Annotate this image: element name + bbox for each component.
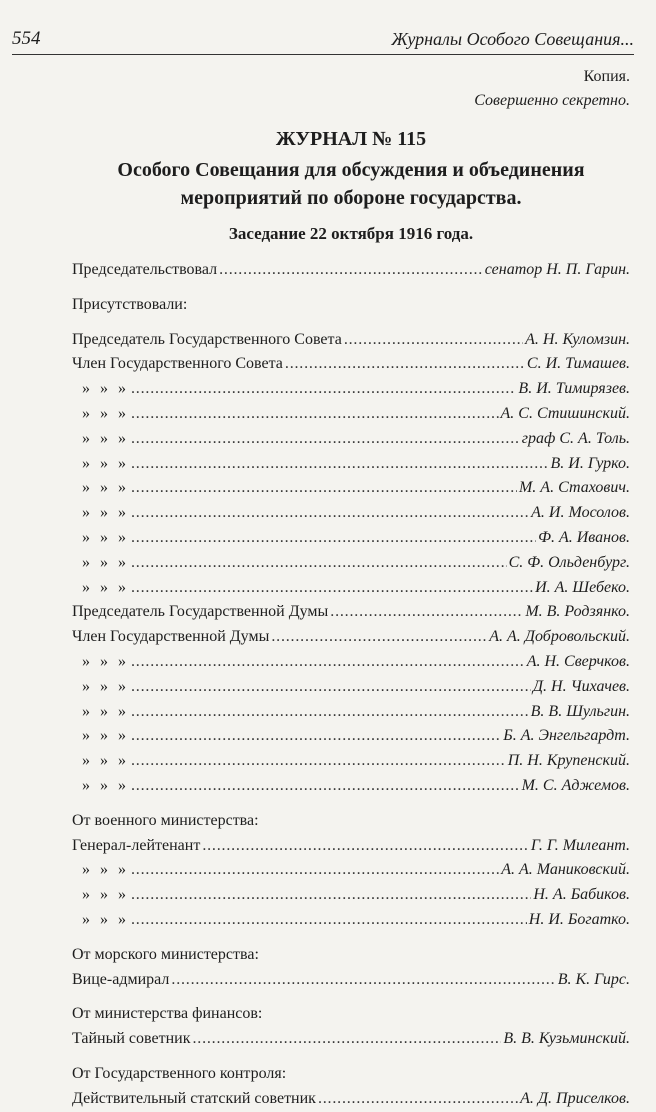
attendee-title: Тайный советник: [72, 1030, 191, 1048]
attendee-title: » » »: [82, 429, 129, 447]
page-header: [12, 22, 634, 55]
attendee-title: » » »: [82, 677, 129, 695]
attendee-name: В. В. Шульгин.: [530, 702, 630, 720]
attendee-name: М. С. Аджемов.: [521, 776, 630, 794]
journal-subtitle-line-2: мероприятий по обороне государства.: [180, 187, 522, 209]
leader-dots: [131, 700, 529, 725]
attendee-title: » » »: [82, 454, 129, 472]
attendee-row: [72, 858, 630, 883]
attendee-title: Председатель Государственного Совета: [72, 330, 342, 348]
attendee-row: [72, 501, 630, 526]
leader-dots: [330, 600, 523, 625]
leader-dots: [131, 774, 520, 799]
naval-list: [72, 968, 630, 993]
attendee-name: А. С. Стишинский.: [500, 404, 630, 422]
leader-dots: [318, 1087, 518, 1112]
attendee-row: [72, 1027, 630, 1052]
attendee-title: » » »: [82, 652, 129, 670]
chair-name: сенатор Н. П. Гарин.: [484, 261, 630, 278]
attendee-title: » » »: [82, 404, 129, 422]
attendee-title: » » »: [82, 776, 129, 794]
leader-dots: [131, 908, 527, 933]
attendee-row: [72, 600, 630, 625]
attendee-name: М. А. Стахович.: [518, 479, 630, 497]
attendee-name: А. И. Мосолов.: [531, 504, 630, 522]
attendee-title: » » »: [82, 752, 129, 770]
copy-mark: Копия.: [583, 68, 630, 85]
leader-dots: [131, 675, 531, 700]
document-body: [72, 66, 630, 1112]
attendee-row: [72, 834, 630, 859]
leader-dots: [131, 427, 520, 452]
attendee-row: [72, 1087, 630, 1112]
attendee-row: [72, 551, 630, 576]
attendee-name: В. К. Гирс.: [557, 970, 630, 988]
attendee-row: [72, 675, 630, 700]
attendee-name: П. Н. Крупенский.: [507, 752, 630, 770]
leader-dots: [285, 352, 525, 377]
attendee-title: Член Государственной Думы: [72, 628, 270, 646]
leader-dots: [131, 476, 517, 501]
attendee-name: С. И. Тимашев.: [526, 355, 630, 373]
leader-dots: [131, 402, 499, 427]
attendee-row: [72, 427, 630, 452]
attendee-title: » » »: [82, 702, 129, 720]
present-heading: Присутствовали:: [72, 295, 188, 313]
attendee-title: » » »: [82, 886, 129, 904]
leader-dots: [131, 858, 499, 883]
attendee-name: С. Ф. Ольденбург.: [508, 553, 630, 571]
attendee-name: М. В. Родзянко.: [525, 603, 630, 621]
leader-dots: [131, 526, 536, 551]
leader-dots: [131, 452, 548, 477]
attendee-row: [72, 452, 630, 477]
attendee-name: А. Н. Сверчков.: [526, 652, 630, 670]
chair-row: [72, 258, 630, 283]
attendee-name: В. В. Кузьминский.: [503, 1030, 630, 1048]
leader-dots: [219, 258, 483, 283]
journal-subtitle-line-1: Особого Совещания для обсуждения и объединения: [117, 159, 585, 181]
attendee-title: » » »: [82, 910, 129, 928]
leader-dots: [131, 551, 507, 576]
leader-dots: [271, 625, 487, 650]
attendee-row: [72, 476, 630, 501]
attendee-name: И. А. Шебеко.: [535, 578, 630, 596]
naval-heading: От морского министерства:: [72, 945, 259, 963]
attendee-row: [72, 883, 630, 908]
attendee-title: Действительный статский советник: [72, 1089, 316, 1107]
meeting-date: Заседание 22 октября 1916 года.: [228, 224, 474, 243]
control-list: [72, 1087, 630, 1112]
leader-dots: [131, 501, 529, 526]
attendee-row: [72, 402, 630, 427]
leader-dots: [171, 968, 555, 993]
leader-dots: [202, 834, 529, 859]
attendee-name: Г. Г. Милеант.: [530, 836, 630, 854]
attendee-row: [72, 625, 630, 650]
attendee-row: [72, 700, 630, 725]
members-list: [72, 328, 630, 799]
attendee-title: » » »: [82, 553, 129, 571]
leader-dots: [131, 650, 525, 675]
attendee-row: [72, 377, 630, 402]
attendee-row: [72, 576, 630, 601]
attendee-title: » » »: [82, 528, 129, 546]
journal-title: ЖУРНАЛ № 115: [275, 128, 427, 150]
attendee-title: » » »: [82, 479, 129, 497]
attendee-row: [72, 526, 630, 551]
leader-dots: [131, 576, 533, 601]
attendee-name: Д. Н. Чихачев.: [532, 677, 630, 695]
attendee-name: граф С. А. Толь.: [521, 429, 630, 447]
attendee-title: Вице-адмирал: [72, 970, 170, 988]
attendee-name: Н. А. Бабиков.: [533, 886, 630, 904]
control-heading: От Государственного контроля:: [72, 1064, 287, 1082]
attendee-name: А. Д. Приселков.: [520, 1089, 630, 1107]
leader-dots: [131, 724, 501, 749]
military-list: [72, 834, 630, 933]
attendee-title: » » »: [82, 727, 129, 745]
attendee-name: А. Н. Куломзин.: [525, 330, 630, 348]
attendee-title: Председатель Государственной Думы: [72, 603, 329, 621]
attendee-name: Б. А. Энгельгардт.: [503, 727, 630, 745]
attendee-row: [72, 749, 630, 774]
leader-dots: [131, 377, 516, 402]
attendee-title: Генерал-лейтенант: [72, 836, 201, 854]
attendee-row: [72, 352, 630, 377]
secret-mark: Совершенно секретно.: [474, 92, 630, 109]
leader-dots: [131, 749, 506, 774]
attendee-name: В. И. Гурко.: [550, 454, 630, 472]
attendee-title: » » »: [82, 380, 129, 398]
attendee-name: Н. И. Богатко.: [528, 910, 630, 928]
attendee-title: » » »: [82, 861, 129, 879]
leader-dots: [131, 883, 531, 908]
attendee-row: [72, 724, 630, 749]
leader-dots: [192, 1027, 501, 1052]
attendee-row: [72, 650, 630, 675]
attendee-title: » » »: [82, 578, 129, 596]
attendee-row: [72, 774, 630, 799]
attendee-row: [72, 328, 630, 353]
military-heading: От военного министерства:: [72, 811, 259, 829]
attendee-title: Член Государственного Совета: [72, 355, 283, 373]
attendee-name: А. А. Добровольский.: [489, 628, 630, 646]
page-number: 554: [12, 28, 41, 49]
attendee-row: [72, 908, 630, 933]
finance-list: [72, 1027, 630, 1052]
attendee-row: [72, 968, 630, 993]
finance-heading: От министерства финансов:: [72, 1005, 263, 1023]
attendee-name: Ф. А. Иванов.: [538, 528, 630, 546]
chair-label: Председательствовал: [72, 261, 218, 278]
leader-dots: [344, 328, 523, 353]
running-title: Журналы Особого Совещания...: [391, 29, 634, 49]
attendee-name: В. И. Тимирязев.: [518, 380, 630, 398]
attendee-title: » » »: [82, 504, 129, 522]
attendee-name: А. А. Маниковский.: [501, 861, 630, 879]
